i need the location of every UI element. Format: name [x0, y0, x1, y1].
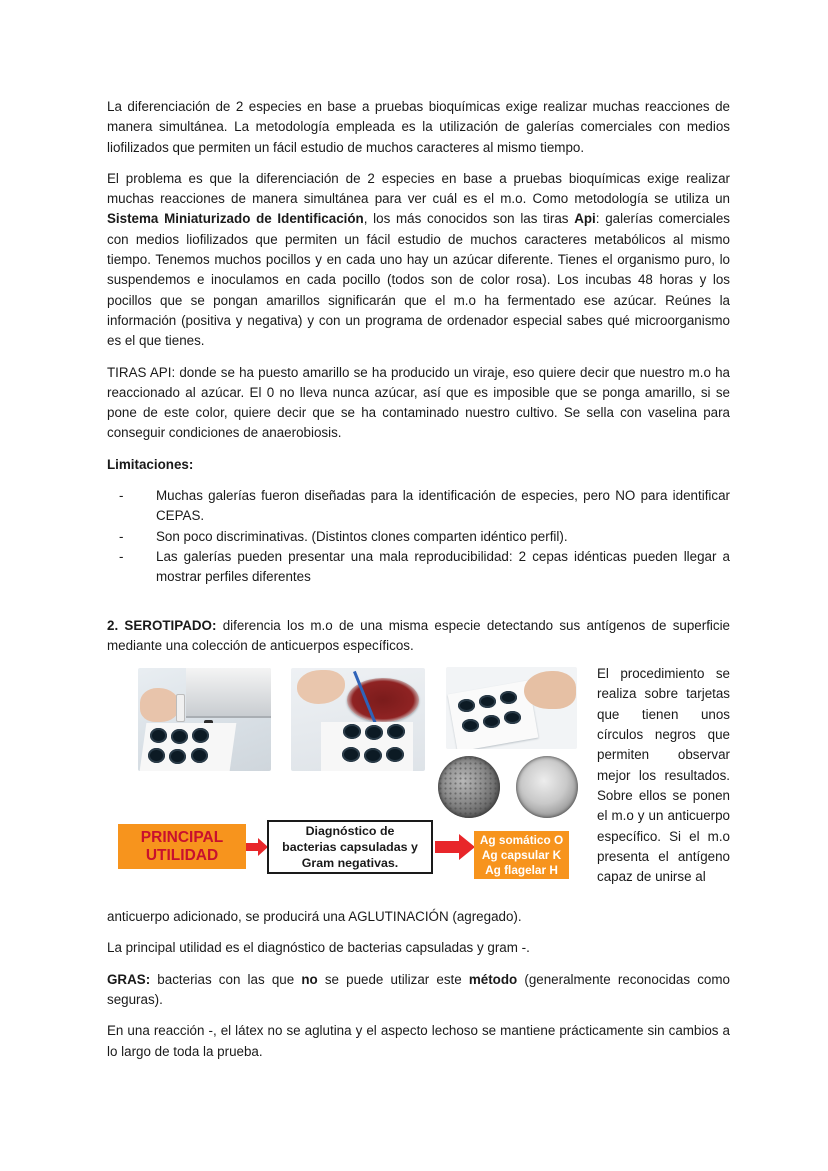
- reagent-rack: [186, 668, 271, 718]
- hand-shape: [524, 671, 576, 709]
- list-dash: -: [119, 528, 124, 544]
- side-paragraph-procedure: El procedimiento se realiza sobre tarjetas que tienen unos círculos negros que permiten observar mejor los resultados. Sobre ellos se ponen el m.o y un anticuerpo específico. Si el m.o presenta el antígeno capaz de unirse al: [597, 666, 730, 885]
- list-item-text: Las galerías pueden presentar una mala reproducibilidad: 2 cepas idénticas pueden llegar a mostrar perfiles diferentes: [156, 548, 730, 585]
- box-ag-line-3: Ag flagelar H: [485, 862, 558, 877]
- hand-shape: [140, 688, 180, 722]
- arrow-right-icon: [246, 837, 268, 857]
- list-item-text: Son poco discriminativas. (Distintos clones comparten idéntico perfil).: [156, 528, 568, 544]
- paragraph-api-text-2: , los más conocidos son las tiras: [363, 211, 575, 227]
- agglutination-negative-image: [516, 756, 578, 818]
- list-dash: -: [119, 488, 124, 504]
- box-ag-line-2: Ag capsular K: [481, 847, 562, 862]
- list-dash: -: [119, 548, 124, 564]
- paragraph-reaccion-negativa: En una reacción -, el látex no se aglutina y el aspecto lechoso se mantiene prácticamente sin cambios a lo largo de toda la prueba.: [107, 1023, 730, 1059]
- gras-text-2: se puede utilizar este: [317, 971, 469, 987]
- hand-shape: [297, 670, 345, 704]
- box-principal-utilidad: [118, 824, 246, 869]
- box-diag-line-2: bacterias capsuladas y: [282, 840, 418, 855]
- list-item: [107, 547, 730, 588]
- serotyping-figure: [107, 667, 582, 903]
- paragraph-principal-utilidad: La principal utilidad es el diagnóstico de bacterias capsuladas y gram -.: [107, 940, 530, 956]
- list-item-text: Muchas galerías fueron diseñadas para la identificación de especies, pero NO para identificar CEPAS.: [156, 488, 730, 524]
- box-principal-line-1: PRINCIPAL: [140, 828, 224, 846]
- section-heading-serotipado: 2. SEROTIPADO:: [107, 617, 217, 633]
- box-diagnostico: [267, 820, 433, 874]
- list-item: [107, 527, 730, 547]
- photo-dropper-card: [138, 668, 271, 771]
- arrow-right-icon: [435, 833, 475, 861]
- box-diag-line-1: Diagnóstico de: [305, 824, 395, 839]
- gras-text-3: (generalmente reconocidas como seguras).: [107, 971, 730, 1008]
- list-item: [107, 486, 730, 527]
- term-metodo: método: [468, 971, 518, 987]
- paragraph-aglutinacion: anticuerpo adicionado, se producirá una AGLUTINACIÓN (agregado).: [107, 909, 522, 925]
- box-antigenos: [474, 831, 569, 879]
- gras-text-1: bacterias con las que: [150, 971, 302, 987]
- serotipado-text: diferencia los m.o de una misma especie detectando sus antígenos de superficie mediante una colección de anticuerpos específicos.: [107, 617, 731, 653]
- paragraph-api-text-3: : galerías comerciales con medios liofilizados que permiten un fácil estudio de muchos caracteres metabólicos al mismo tiempo. Tenemos muchos pocillos y en cada uno hay un azúcar diferente. Tienes el organismo puro, lo suspendemos e inoculamos en cada pocillo (todos son de color rosa). Los incubas 48 horas y los pocillos que se pongan amarillos significarán que el m.o ha fermentado ese azúcar. Reúnes la información (positiva y negativa) y con un programa de ordenador especial sabes qué microorganismo es el que tienes.: [107, 211, 730, 349]
- paragraph-api-text-1: El problema es que la diferenciación de 2 especies en base a pruebas bioquímicas exige realizar muchas reacciones de manera simultánea para ver cuál es el m.o. Como metodología se utiliza un: [107, 170, 730, 207]
- photo-rocking-card: [446, 667, 577, 749]
- agglutination-dots-overlay: [438, 756, 500, 818]
- box-principal-line-2: UTILIDAD: [145, 846, 219, 864]
- photo-petri-dish: [291, 668, 425, 771]
- term-gras: GRAS:: [107, 971, 151, 987]
- paragraph-serotipado: [107, 616, 730, 657]
- term-api: Api: [574, 211, 596, 227]
- dropper-shape: [176, 694, 185, 722]
- limitations-list: [107, 486, 730, 587]
- term-sistema-miniaturizado: Sistema Miniaturizado de Identificación: [107, 211, 364, 227]
- paragraph-intro: La diferenciación de 2 especies en base a pruebas bioquímicas exige realizar muchas reacciones de manera simultánea. La metodología empleada es la utilización de galerías comerciales con medios liofilizados que permiten un fácil estudio de muchos caracteres al mismo tiempo.: [107, 99, 730, 155]
- figure-row: [107, 667, 730, 903]
- document-page: [107, 97, 730, 1073]
- paragraph-gras: [107, 970, 730, 1011]
- paragraph-tiras-api: TIRAS API: donde se ha puesto amarillo se ha producido un viraje, eso quiere decir que nuestro m.o ha reaccionado al azúcar. El 0 no lleva nunca azúcar, así que es imposible que se ponga amarillo, si se pone de este color, quiere decir que se ha contaminado nuestro cultivo. Se sella con vaselina para conseguir condiciones de anaerobiosis.: [107, 364, 730, 441]
- box-ag-line-1: Ag somático O: [479, 832, 564, 847]
- limitations-title: Limitaciones:: [107, 456, 194, 472]
- term-no: no: [301, 971, 318, 987]
- box-diag-line-3: Gram negativas.: [301, 856, 399, 871]
- paragraph-api: [107, 169, 730, 352]
